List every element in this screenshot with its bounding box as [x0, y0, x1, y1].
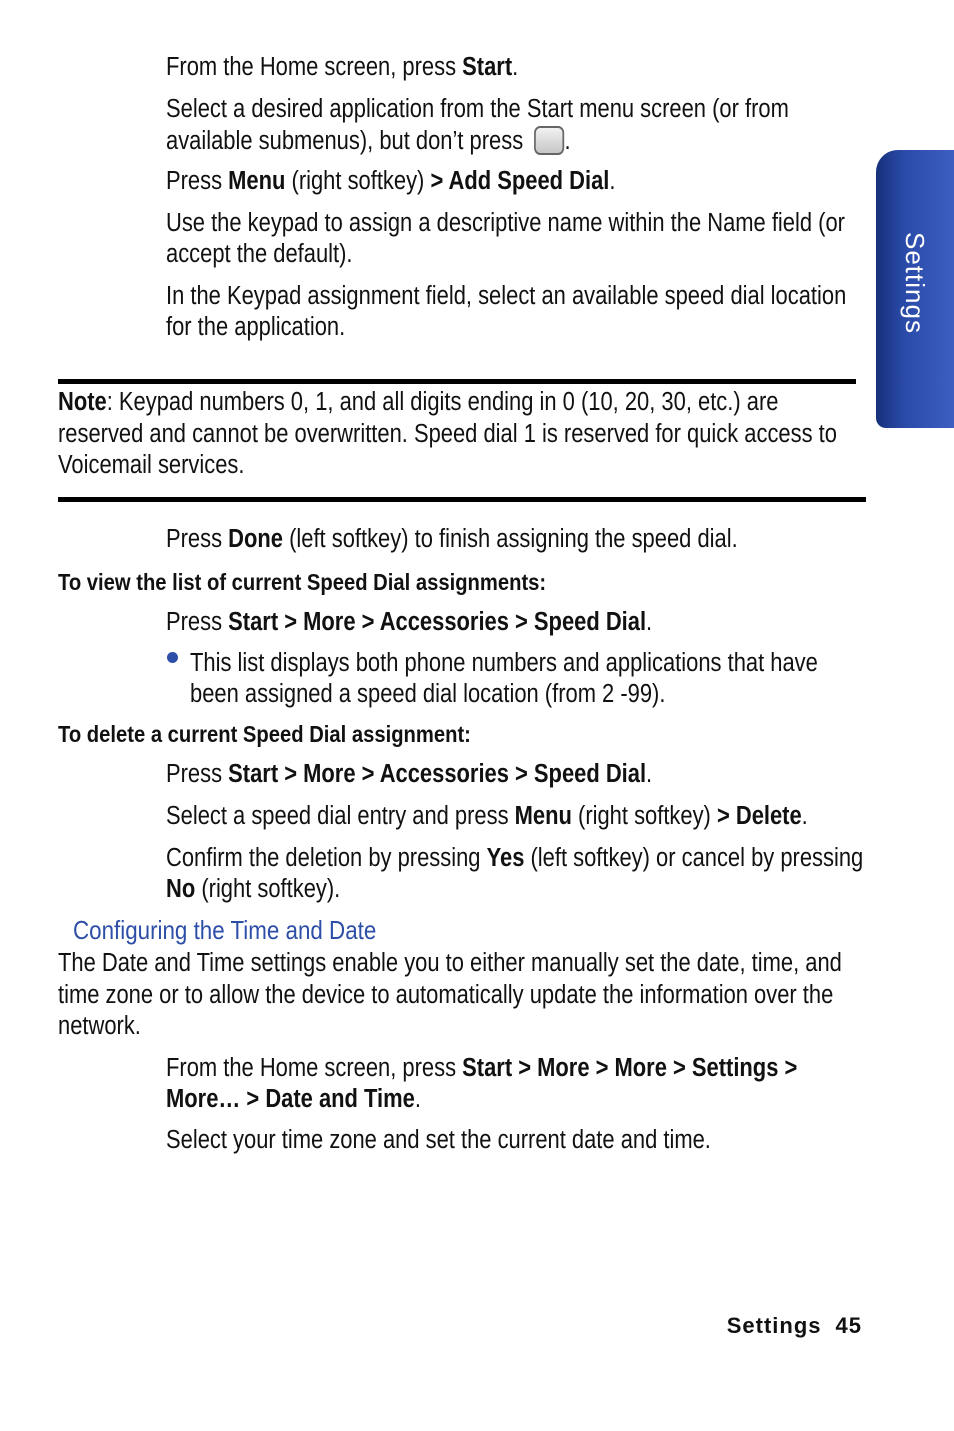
time-para-line3: network. [58, 1012, 141, 1040]
side-tab-label: Settings [900, 232, 930, 334]
step-select-app-line2: available submenus), but don’t press . [166, 127, 571, 155]
time-step-path-line1: From the Home screen, press Start > More > More > Settings > [166, 1054, 798, 1082]
page-number: 45 [835, 1313, 862, 1338]
bullet-icon [167, 652, 178, 663]
time-para-line1: The Date and Time settings enable you to either manually set the date, time, and [58, 949, 842, 977]
view-bullet-line2: been assigned a speed dial location (from 2 -99). [190, 680, 666, 708]
note-bottom-rule [58, 497, 866, 502]
ok-key-icon [534, 126, 564, 155]
time-step-path-line2: More… > Date and Time. [166, 1085, 421, 1113]
step-select-app-line1: Select a desired application from the Start menu screen (or from [166, 95, 789, 123]
view-path: Press Start > More > Accessories > Speed Dial. [166, 608, 653, 636]
view-heading: To view the list of current Speed Dial assignments: [58, 569, 547, 595]
footer-section: Settings [726, 1313, 822, 1338]
step-keypad-line1: In the Keypad assignment field, select an available speed dial location [166, 282, 847, 310]
step-add-speed-dial: Press Menu (right softkey) > Add Speed Dial. [166, 167, 616, 195]
delete-confirm-line1: Confirm the deletion by pressing Yes (left softkey) or cancel by pressing [166, 844, 864, 872]
step-name-line1: Use the keypad to assign a descriptive name within the Name field (or [166, 209, 845, 237]
time-step-select: Select your time zone and set the current date and time. [166, 1126, 711, 1154]
note-top-rule [58, 379, 856, 384]
delete-confirm-line2: No (right softkey). [166, 875, 341, 903]
delete-heading: To delete a current Speed Dial assignment: [58, 721, 471, 747]
step-name-line2: accept the default). [166, 240, 353, 268]
note-line1: Note: Keypad numbers 0, 1, and all digits ending in 0 (10, 20, 30, etc.) are [58, 388, 779, 416]
note-line2: reserved and cannot be overwritten. Speed dial 1 is reserved for quick access to [58, 420, 837, 448]
step-done: Press Done (left softkey) to finish assigning the speed dial. [166, 525, 738, 553]
delete-select: Select a speed dial entry and press Menu (right softkey) > Delete. [166, 802, 808, 830]
step-keypad-line2: for the application. [166, 313, 346, 341]
note-line3: Voicemail services. [58, 451, 245, 479]
delete-path: Press Start > More > Accessories > Speed Dial. [166, 760, 653, 788]
step-home-start: From the Home screen, press Start. [166, 53, 519, 81]
view-bullet-line1: This list displays both phone numbers and applications that have [190, 649, 818, 677]
time-date-section-title: Configuring the Time and Date [73, 915, 377, 945]
page-footer [727, 1313, 862, 1339]
time-para-line2: time zone or to allow the device to automatically update the information over the [58, 981, 834, 1009]
